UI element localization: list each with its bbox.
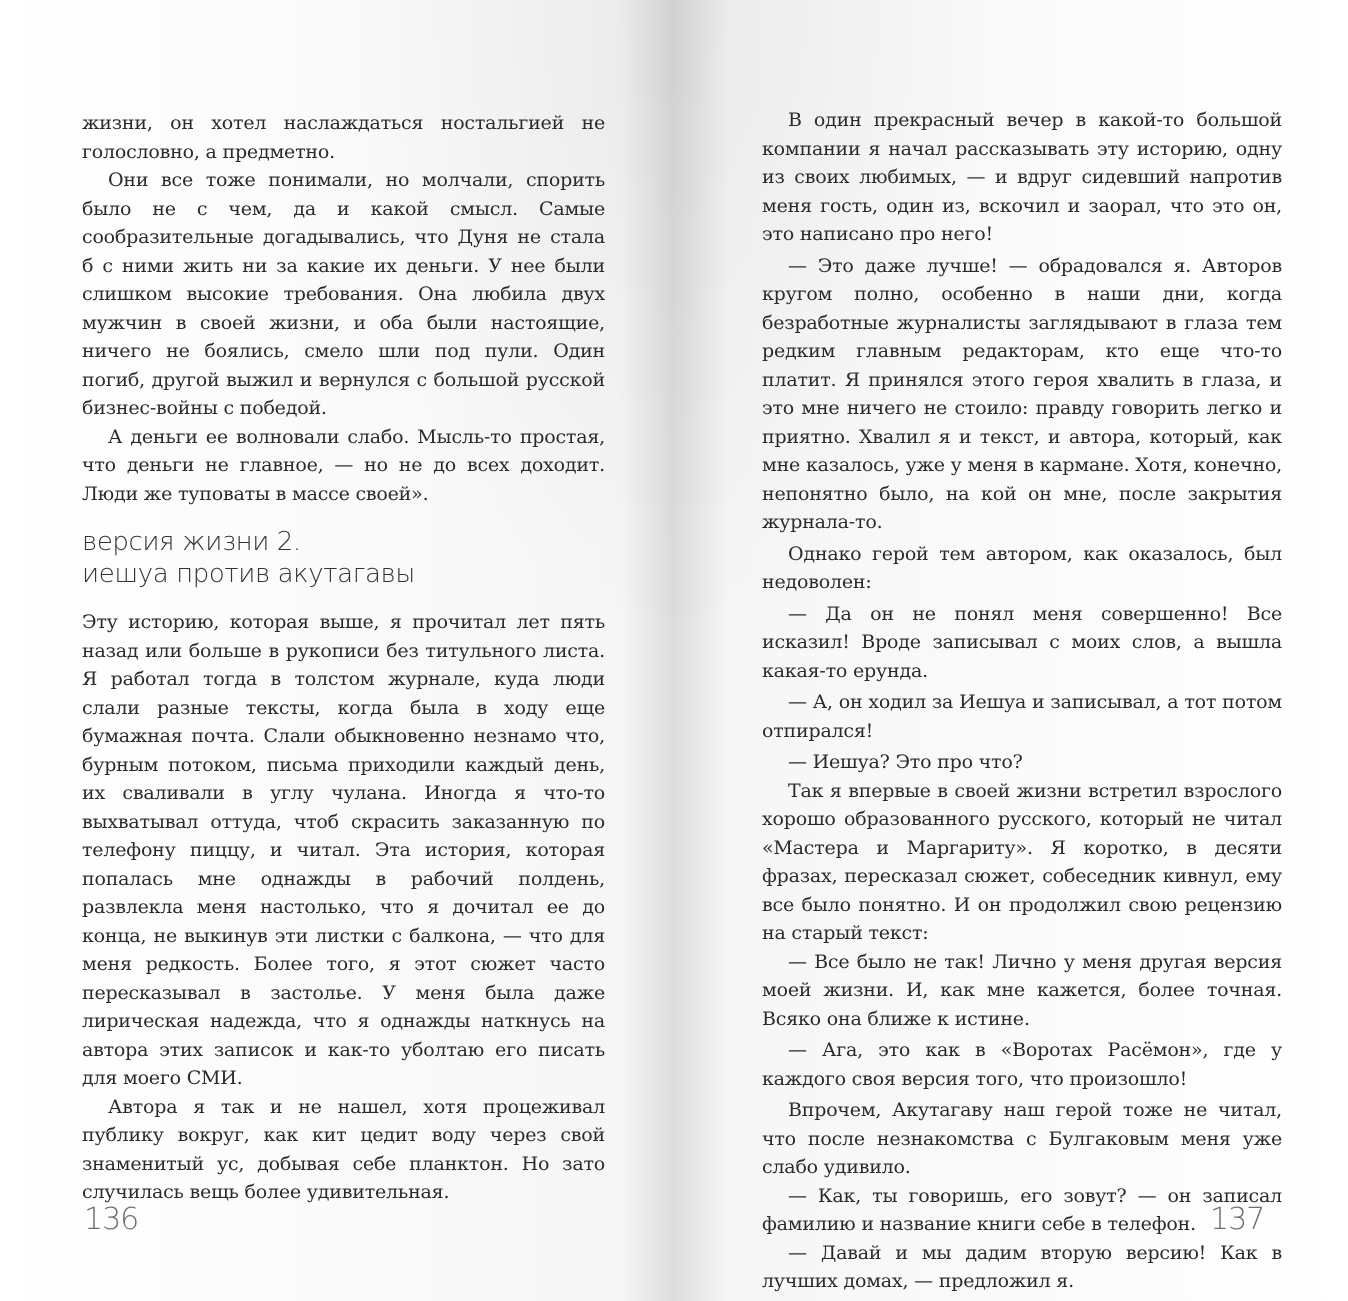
page-number-right: 137 [1210,1202,1265,1237]
right-paragraph-8: — Все было не так! Лично у меня другая версия моей жизни. И, как мне кажется, более точная. Всяко она ближе к истине. [762,950,1282,1030]
page-number-left: 136 [84,1202,139,1237]
left-paragraph-2: Они все тоже понимали, но молчали, спорить было не с чем, да и какой смысл. Самые сообразительные догадывались, что Дуня не стала б с ними жить ни за какие их деньги. У нее были слишком высокие требования. Она любила двух мужчин в своей жизни, и оба были настоящие, ничего не боялись, смело шли под пули. Один погиб, другой выжил и вернулся с большой русской бизнес-войны с победой. [82,169,605,419]
right-paragraph-6: — Иешуа? Это про что? [788,751,1023,773]
right-paragraph-2: — Это даже лучше! — обрадовался я. Авторов кругом полно, особенно в наши дни, когда безработные журналисты заглядывают в глаза тем редким главным редакторам, кто еще что-то платит. Я принялся этого героя хвалить в глаза, и это мне ничего не стоило: правду говорить легко и приятно. Хвалил я и текст, и автора, который, как мне казалось, уже у меня в кармане. Хотя, конечно, непонятно было, на кой он мне, после закрытия журнала-то. [762,254,1282,533]
chapter-heading-line-1: версия жизни 2. [82,527,301,557]
left-paragraph-4: Эту историю, которая выше, я прочитал лет пять назад или больше в рукописи без титульного листа. Я работал тогда в толстом журнале, куда люди слали разные тексты, когда была в ходу еще бумажная почта. Слали обыкновенно незнамо что, бурным потоком, письма приходили каждый день, их сваливали в углу чулана. Иногда я что-то выхватывал оттуда, чтоб скрасить заказанную по телефону пиццу, и читал. Эта история, которая попалась мне однажды в рабочий полдень, развлекла меня настолько, что я дочитал ее до конца, не выкинув эти листки с балкона, — что для меня редкость. Более того, я этот сюжет часто пересказывал в застолье. У меня была даже лирическая надежда, что я однажды наткнусь на автора этих записок и как-то уболтаю его писать для моего СМИ. [82,611,605,1089]
right-page [674,0,1348,1301]
left-paragraph-5: Автора я так и не нашел, хотя процеживал публику вокруг, как кит цедит воду через свой знаменитый ус, добывая себе планктон. Но зато случилась вещь более удивительная. [82,1095,605,1203]
right-paragraph-9: — Ага, это как в «Воротах Расёмон», где у каждого своя версия того, что произошло! [762,1039,1282,1090]
right-paragraph-7: Так я впервые в своей жизни встретил взрослого хорошо образованного русского, который не читал «Мастера и Маргариту». Я коротко, в десяти фразах, пересказал сюжет, собеседник кивнул, ему все было понятно. И он продолжил свою рецензию на старый текст: [762,779,1282,944]
right-paragraph-4: — Да он не понял меня совершенно! Все исказил! Вроде записывал с моих слов, а вышла какая-то ерунда. [762,602,1282,682]
right-paragraph-3: Однако герой тем автором, как оказалось, был недоволен: [762,542,1282,593]
right-paragraph-12: — Давай и мы дадим вторую версию! Как в лучших домах, — предложил я. [762,1241,1282,1292]
right-paragraph-11: — Как, ты говоришь, его зовут? — он записал фамилию и название книги себе в телефон. [762,1184,1282,1235]
right-paragraph-10: Впрочем, Акутагаву наш герой тоже не читал, что после незнакомства с Булгаковым меня уже слабо удивило. [762,1099,1282,1178]
chapter-heading-line-2: иешуа против акутагавы [82,559,415,589]
right-paragraph-1: В один прекрасный вечер в какой-то большой компании я начал рассказывать эту историю, одну из своих любимых, — и вдруг сидевший напротив меня гость, один из, вскочил и заорал, что это он, это написано про него! [762,109,1282,245]
right-page-text [762,106,1282,1296]
left-paragraph-3: А деньги ее волновали слабо. Мысль-то простая, что деньги не главное, — но не до всех доходит. Люди же туповаты в массе своей». [82,425,605,505]
left-page-text [82,109,605,1207]
chapter-heading [82,526,605,590]
right-paragraph-5: — А, он ходил за Иешуа и записывал, а тот потом отпирался! [762,691,1282,742]
left-paragraph-1: жизни, он хотел наслаждаться ностальгией не голословно, а предметно. [82,112,605,163]
